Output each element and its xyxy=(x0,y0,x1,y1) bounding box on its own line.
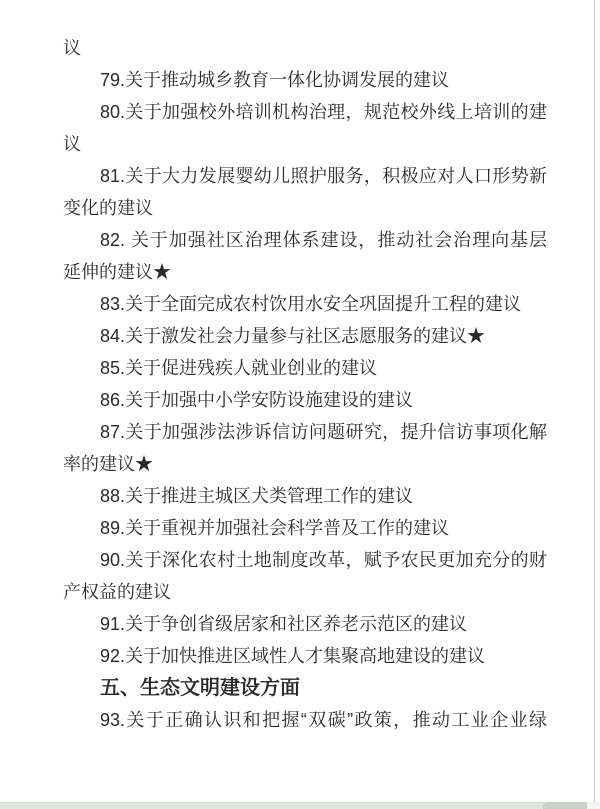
text-line: 84.关于激发社会力量参与社区志愿服务的建议★ xyxy=(100,326,486,346)
bottom-edge-corner xyxy=(587,802,600,809)
text-column xyxy=(63,32,547,736)
text-line: 88.关于推进主城区犬类管理工作的建议 xyxy=(100,486,414,506)
text-line: 86.关于加强中小学安防设施建设的建议 xyxy=(100,390,414,410)
text-line: 89.关于重视并加强社会科学普及工作的建议 xyxy=(100,518,450,538)
page-bottom-edge xyxy=(0,802,600,809)
text-line: 议 xyxy=(63,134,81,154)
text-line: 率的建议★ xyxy=(63,454,153,474)
text-line: 延伸的建议★ xyxy=(63,262,171,282)
text-line: 79.关于推动城乡教育一体化协调发展的建议 xyxy=(100,70,450,90)
text-line: 87.关于加强涉法涉诉信访问题研究，提升信访事项化解 xyxy=(100,422,547,442)
section-heading: 五、生态文明建设方面 xyxy=(100,677,300,699)
text-line: 80.关于加强校外培训机构治理，规范校外线上培训的建 xyxy=(100,102,547,122)
text-line: 产权益的建议 xyxy=(63,582,171,602)
text-line: 93.关于正确认识和把握“双碳”政策，推动工业企业绿 xyxy=(100,710,547,730)
text-line: 81.关于大力发展婴幼儿照护服务，积极应对人口形势新 xyxy=(100,166,547,186)
text-line: 90.关于深化农村土地制度改革，赋予农民更加充分的财 xyxy=(100,550,547,570)
text-line: 85.关于促进残疾人就业创业的建议 xyxy=(100,358,378,378)
text-line: 83.关于全面完成农村饮用水安全巩固提升工程的建议 xyxy=(100,294,522,314)
text-line: 议 xyxy=(63,38,81,58)
text-line: 变化的建议 xyxy=(63,198,153,218)
text-line: 82. 关于加强社区治理体系建设，推动社会治理向基层 xyxy=(100,230,547,250)
text-line: 91.关于争创省级居家和社区养老示范区的建议 xyxy=(100,614,468,634)
bottom-edge-smudge xyxy=(543,802,588,809)
text-line: 92.关于加快推进区域性人才集聚高地建设的建议 xyxy=(100,646,486,666)
page-right-border-line xyxy=(594,0,595,802)
